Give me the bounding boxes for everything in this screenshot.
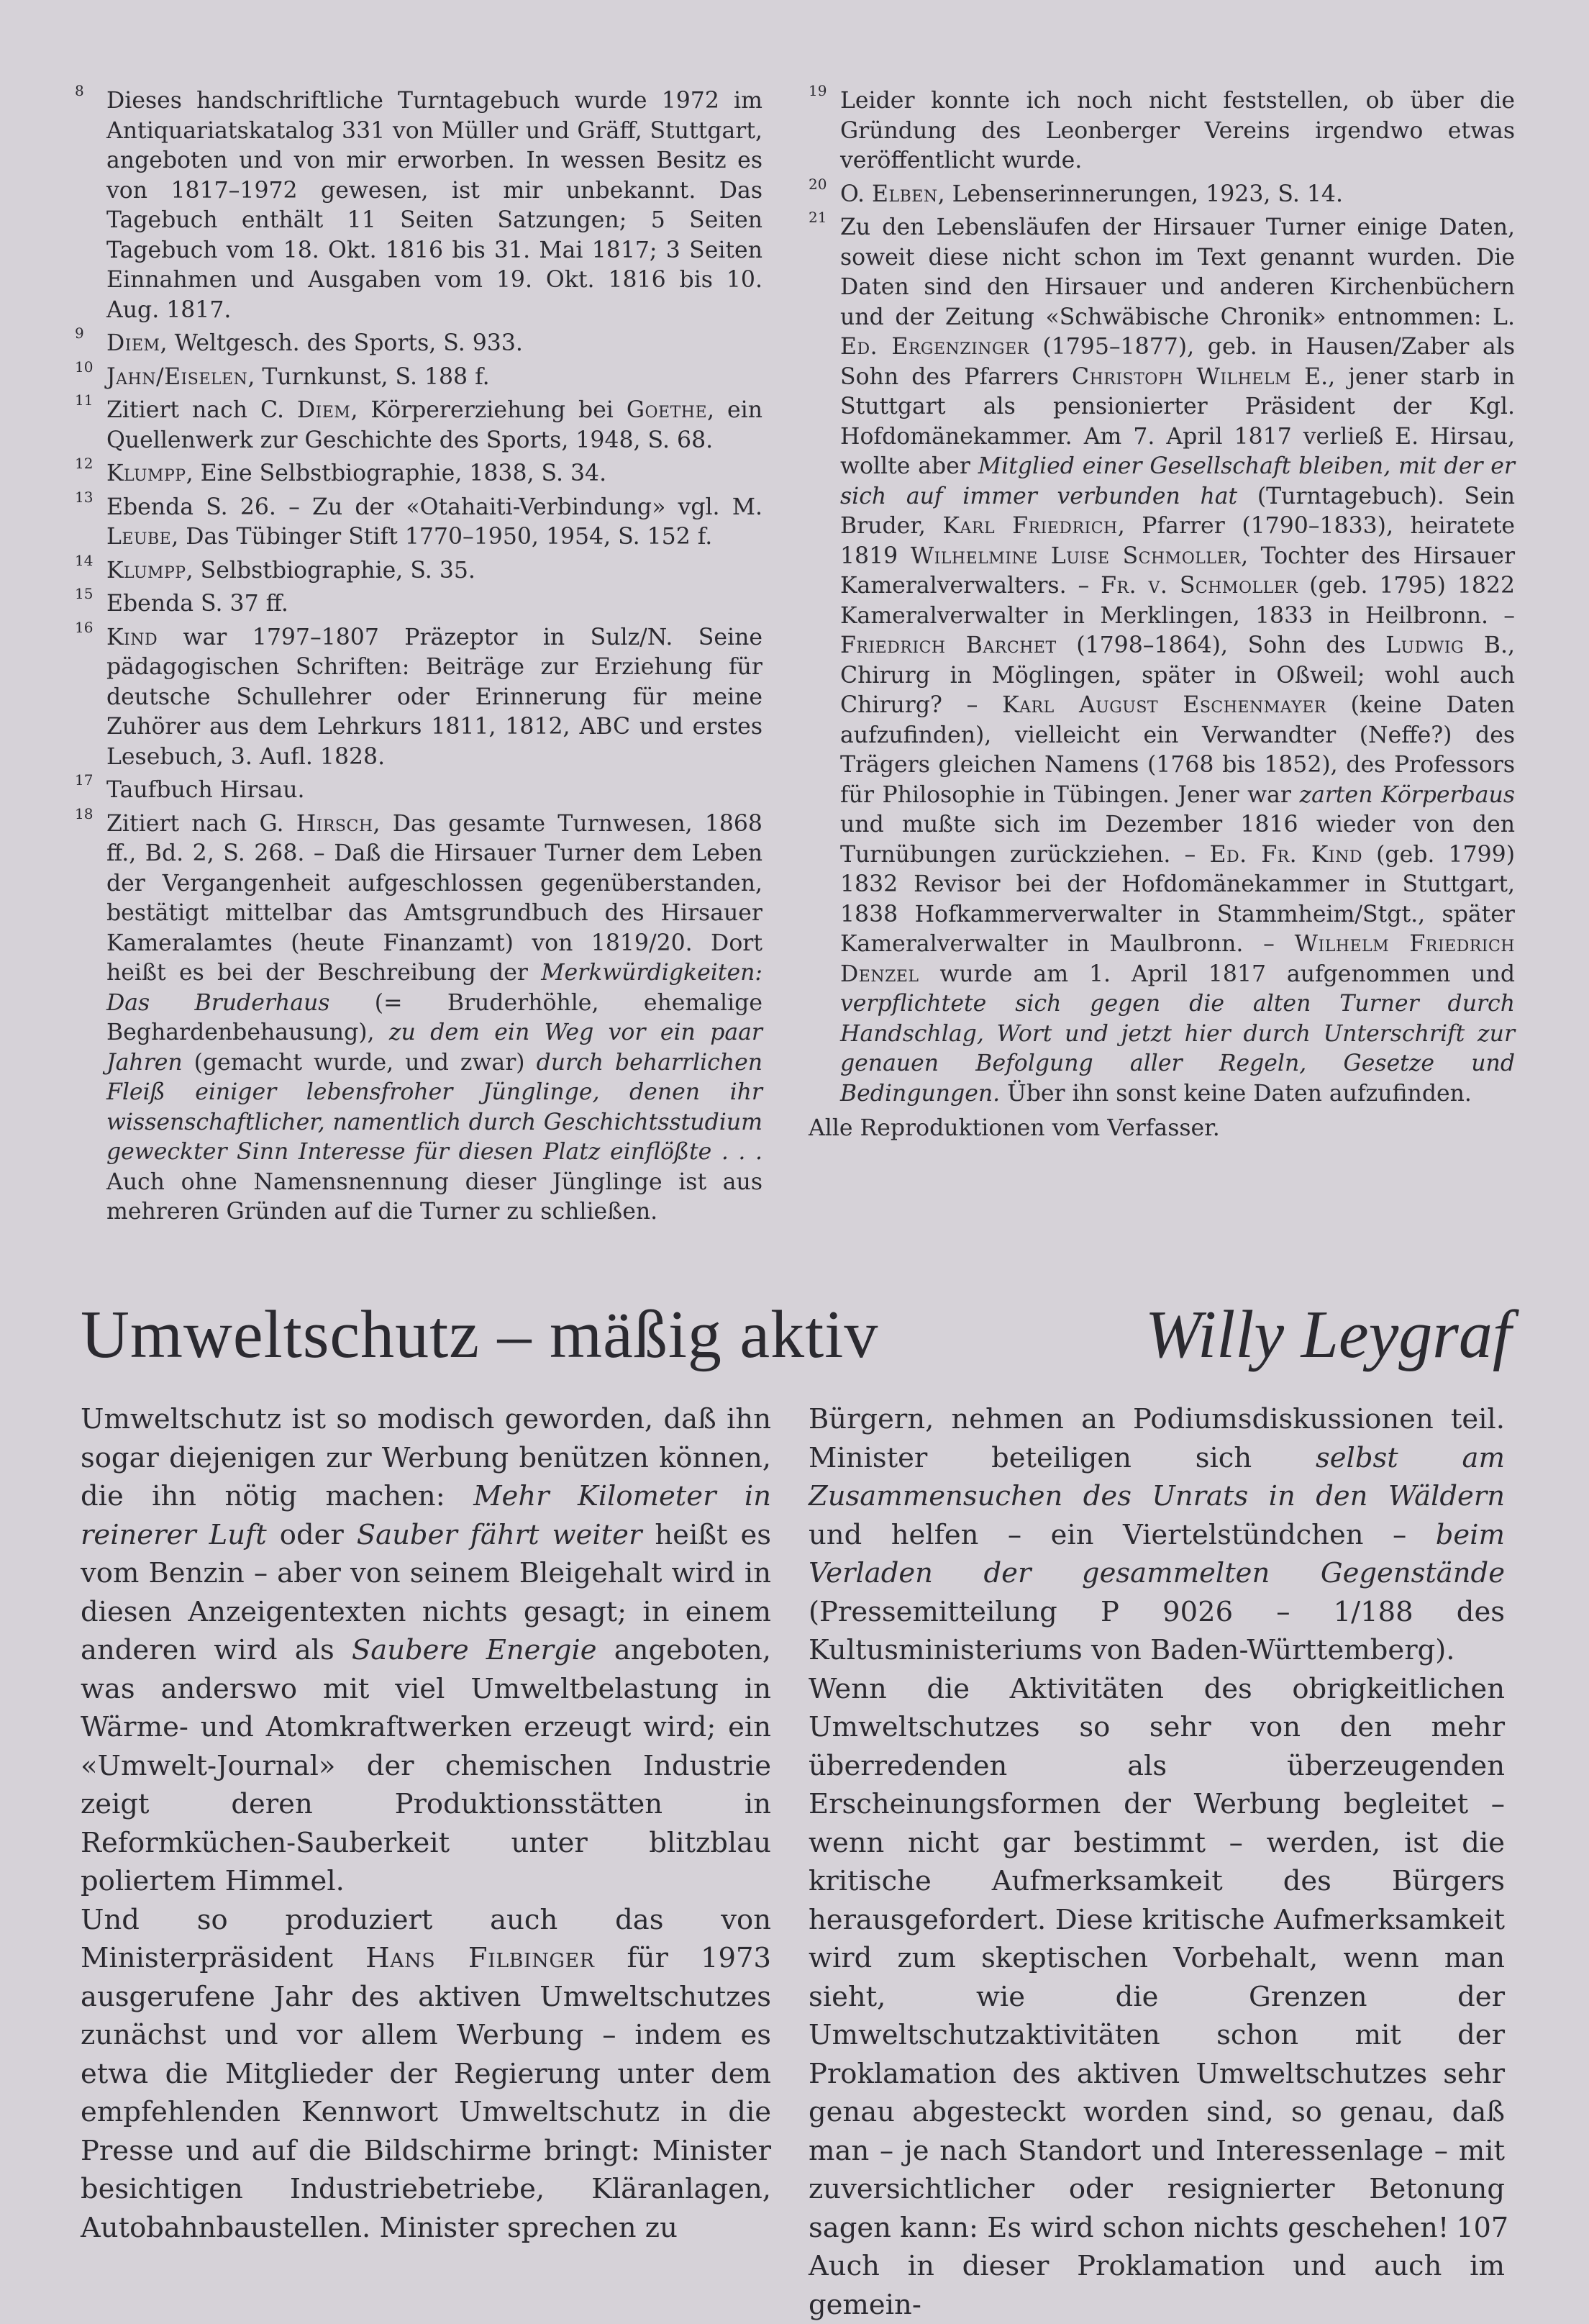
footnote xyxy=(75,488,762,553)
footnote xyxy=(75,804,762,1227)
footnote-text: Zu den Lebensläufen der Hirsauer Turner einige Daten, soweit diese nicht schon im Text genannt wurden. Die Daten sind den Hirsauer und anderen Kirchenbüchern und der Zeitung «Schwäbische Chronik» entnommen: L. Ed. Ergenzinger (1795–1877), geb. in Hausen/Zaber als Sohn des Pfarrers Christoph Wilhelm E., jener starb in Stuttgart als pensionierter Präsident der Kgl. Hofdomänekammer. Am 7. April 1817 verließ E. Hirsau, wollte aber Mitglied einer Gesellschaft bleiben, mit der er sich auf immer verbunden hat (Turntagebuch). Sein Bruder, Karl Friedrich, Pfarrer (1790–1833), heiratete 1819 Wilhelmine Luise Schmoller, Tochter des Hirsauer Kameralverwalters. – Fr. v. Schmoller (geb. 1795) 1822 Kameralverwalter in Merklingen, 1833 in Heilbronn. – Friedrich Barchet (1798–1864), Sohn des Ludwig B., Chirurg in Möglingen, später in Oßweil; wohl auch Chirurg? – Karl August Eschenmayer (keine Daten aufzufinden), vielleicht ein Verwandter (Neffe?) des Trägers gleichen Namens (1768 bis 1852), des Professors für Philosophie in Tübingen. Jener war zarten Körperbaus und mußte sich im Dezember 1816 wieder von den Turnübungen zurückziehen. – Ed. Fr. Kind (geb. 1799) 1832 Revisor bei der Hofdomänekammer in Stuttgart, 1838 Hofkammerverwalter in Stammheim/Stgt., später Kameralverwalter in Maulbronn. – Wilhelm Friedrich Denzel wurde am 1. April 1817 aufgenommen und verpflichtete sich gegen die alten Turner durch Handschlag, Wort und jetzt hier durch Unterschrift zur genauen Befolgung aller Regeln, Gesetze und Bedingungen. Über ihn sonst keine Daten aufzufinden. xyxy=(840,214,1516,1107)
footnote-text: Leider konnte ich noch nicht feststellen, ob über die Gründung des Leonberger Vereins irgendwo etwas veröffentlicht wurde. xyxy=(840,88,1515,173)
footnote-text: Zitiert nach C. Diem, Körpererziehung bei Goethe, ein Quellenwerk zur Geschichte des Sports, 1948, S. 68. xyxy=(106,397,762,453)
article-paragraph: Umweltschutz ist so modisch geworden, daß ihn sogar diejenigen zur Werbung benützen können, die ihn nötig machen: Mehr Kilometer in reinerer Luft oder Sauber fährt weiter heißt es vom Benzin – aber von seinem Bleigehalt wird in diesen Anzeigentexten nichts gesagt; in einem anderen wird als Saubere Energie angeboten, was anderswo mit viel Umweltbelastung in Wärme- und Atomkraftwerken erzeugt wird; ein «Umwelt-Journal» der chemischen Industrie zeigt deren Produktionsstätten in Reformküchen-Sauberkeit unter blitzblau poliertem Himmel. xyxy=(81,1403,772,1897)
footnote xyxy=(809,209,1516,1109)
footnotes-right-column xyxy=(809,82,1516,1112)
footnote xyxy=(809,175,1515,210)
footnotes-left-column xyxy=(75,82,762,1231)
footnote-number: 13 xyxy=(75,488,94,506)
page-number: 107 xyxy=(1456,2212,1508,2243)
footnote-text: Jahn/Eiselen, Turnkunst, S. 188 f. xyxy=(106,363,490,390)
footnote xyxy=(75,391,762,455)
footnote-number: 18 xyxy=(75,804,94,822)
footnote-text: Klumpp, Selbstbiographie, S. 35. xyxy=(106,557,475,584)
footnote-text: Kind war 1797–1807 Präzeptor in Sulz/N. Seine pädagogischen Schriften: Beiträge zur Erziehung für deutsche Schullehrer oder Erinnerung für meine Zuhörer aus dem Lehrkurs 1811, 1812, ABC und erstes Lesebuch, 3. Aufl. 1828. xyxy=(106,624,762,770)
footnote xyxy=(75,618,762,773)
article-paragraph: Bürgern, nehmen an Podiumsdiskussionen teil. Minister beteiligen sich selbst am Zusammensuchen des Unrats in den Wäldern und helfen – ein Viertelstündchen – beim Verladen der gesammelten Gegenstände (Pressemitteilung P 9026 – 1/188 des Kultusministeriums von Baden-Württemberg). xyxy=(809,1403,1505,1666)
photo-credit: Alle Reproduktionen vom Verfasser. xyxy=(809,1115,1220,1141)
footnote xyxy=(75,455,762,489)
footnote-text: Ebenda S. 26. – Zu der «Otahaiti-Verbindung» vgl. M. Leube, Das Tübinger Stift 1770–1950, 1954, S. 152 f. xyxy=(106,494,762,550)
footnote xyxy=(75,324,762,359)
footnote xyxy=(75,551,762,586)
article-author: Willy Leygraf xyxy=(1144,1297,1511,1372)
footnote-text: Dieses handschriftliche Turntagebuch wurde 1972 im Antiquariatskatalog 331 von Müller und Gräff, Stuttgart, angeboten und von mir erworben. In wessen Besitz es von 1817–1972 gewesen, ist mir unbekannt. Das Tagebuch enthält 11 Seiten Satzungen; 5 Seiten Tagebuch vom 18. Okt. 1816 bis 31. Mai 1817; 3 Seiten Einnahmen und Ausgaben vom 19. Okt. 1816 bis 10. Aug. 1817. xyxy=(106,88,762,323)
footnote-number: 19 xyxy=(809,82,827,99)
footnote-number: 8 xyxy=(75,82,84,99)
footnote-number: 17 xyxy=(75,771,94,789)
footnote xyxy=(75,358,762,393)
article-paragraph: Wenn die Aktivitäten des obrigkeitlichen Umweltschutzes so sehr von den mehr überredenden als überzeugenden Erscheinungsformen der Werbung begleitet – wenn nicht gar bestimmt – werden, ist die kritische Aufmerksamkeit des Bürgers herausgefordert. Diese kritische Aufmerksamkeit wird zum skeptischen Vorbehalt, wenn man sieht, wie die Grenzen der Umweltschutzaktivitäten schon mit der Proklamation des aktiven Umweltschutzes sehr genau abgesteckt worden sind, so genau, daß man – je nach Standort und Interessenlage – mit zuversichtlicher oder resignierter Betonung sagen kann: Es wird schon nichts geschehen! xyxy=(809,1672,1505,2244)
article-body-left-column xyxy=(81,1400,771,2247)
footnote-text: Diem, Weltgesch. des Sports, S. 933. xyxy=(106,330,523,356)
article-paragraph: Auch in dieser Proklamation und auch im gemein- xyxy=(809,2250,1505,2321)
footnote-number: 9 xyxy=(75,324,84,342)
footnote xyxy=(75,771,762,806)
footnote-number: 11 xyxy=(75,391,94,409)
footnote-text: O. Elben, Lebenserinnerungen, 1923, S. 14. xyxy=(840,181,1343,207)
footnote-number: 12 xyxy=(75,455,94,472)
footnote-number: 20 xyxy=(809,175,827,193)
footnote-text: Taufbuch Hirsau. xyxy=(106,777,305,803)
footnote xyxy=(809,82,1515,176)
article-paragraph: Und so produziert auch das von Ministerpräsident Hans Filbinger für 1973 ausgerufene Jahr des aktiven Umweltschutzes zunächst und vor allem Werbung – indem es etwa die Mitglieder der Regierung unter dem empfehlenden Kennwort Umweltschutz in die Presse und auf die Bildschirme bringt: Minister besichtigen Industriebetriebe, Kläranlagen, Autobahnbaustellen. Minister sprechen zu xyxy=(81,1903,771,2244)
footnote-text: Klumpp, Eine Selbstbiographie, 1838, S. 34. xyxy=(106,460,607,486)
footnote-number: 16 xyxy=(75,618,94,636)
footnote-number: 10 xyxy=(75,358,94,376)
footnote-text: Ebenda S. 37 ff. xyxy=(106,591,288,617)
footnote-number: 21 xyxy=(809,209,827,226)
article-title: Umweltschutz – mäßig aktiv xyxy=(81,1297,879,1372)
footnote xyxy=(75,585,762,619)
footnote xyxy=(75,82,762,325)
article-body-right-column xyxy=(809,1400,1505,2324)
footnote-number: 14 xyxy=(75,551,94,569)
footnote-text: Zitiert nach G. Hirsch, Das gesamte Turnwesen, 1868 ff., Bd. 2, S. 268. – Daß die Hirsauer Turner dem Leben der Vergangenheit aufgeschlossen gegenüberstanden, bestätigt mittelbar das Amtsgrundbuch des Hirsauer Kameralamtes (heute Finanzamt) von 1819/20. Dort heißt es bei der Beschreibung der Merkwürdigkeiten: Das Bruderhaus (= Bruderhöhle, ehemalige Beghardenbehausung), zu dem ein Weg vor ein paar Jahren (gemacht wurde, und zwar) durch beharrlichen Fleiß einiger lebensfroher Jünglinge, denen ihr wissenschaftlicher, namentlich durch Geschichtsstudium geweckter Sinn Interesse für diesen Platz einflößte . . . Auch ohne Namensnennung dieser Jünglinge ist aus mehreren Gründen auf die Turner zu schließen. xyxy=(106,810,762,1225)
footnote-number: 15 xyxy=(75,585,94,602)
